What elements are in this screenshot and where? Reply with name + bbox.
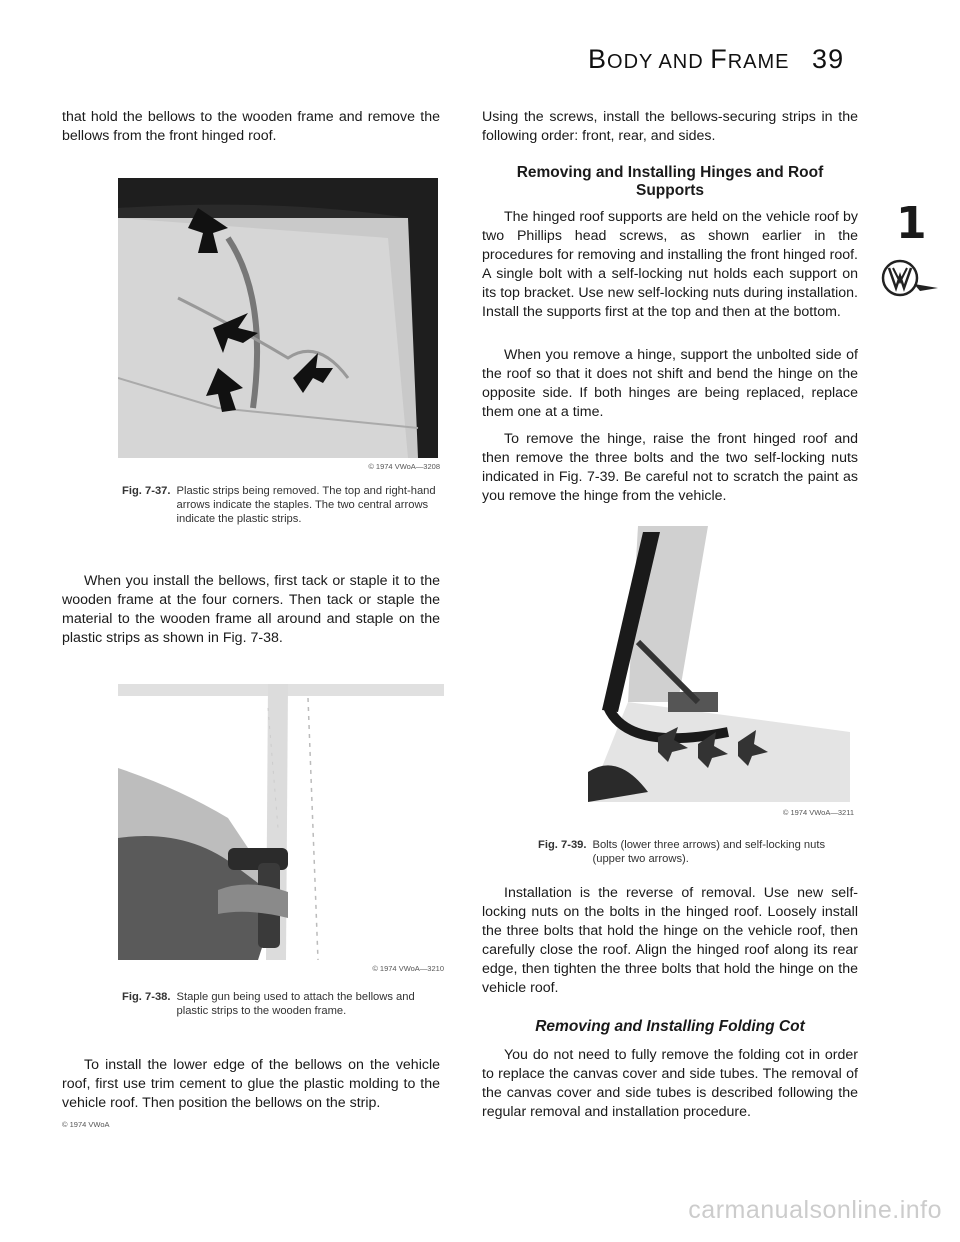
figure-7-37-credit: © 1974 VWoA—3208 [368, 462, 440, 471]
right-paragraph-4: To remove the hinge, raise the front hinged roof and then remove the three bolts and the two self-locking nuts indicated in Fig. 7-39. Be careful not to scratch the paint as you remove the hinge from the vehicle. [482, 431, 858, 504]
figure-7-38-number: Fig. 7-38. [122, 991, 171, 1003]
running-header: BODY AND FRAME 39 [588, 44, 845, 74]
page-number: 39 [812, 44, 845, 74]
watermark: carmanualsonline.info [688, 1196, 942, 1224]
left-paragraph-3: To install the lower edge of the bellows on the vehicle roof, first use trim cement to glue the plastic molding to the vehicle roof. Then position the bellows on the strip. [62, 1057, 440, 1111]
right-paragraph-3: When you remove a hinge, support the unbolted side of the roof so that it does not shift and bend the hinge on the opposite side. If both hinges are being replaced, replace them one at a time. [482, 347, 858, 420]
left-paragraph-1: that hold the bellows to the wooden frame and remove the bellows from the front hinged roof. [62, 109, 440, 144]
figure-7-37-number: Fig. 7-37. [122, 485, 171, 497]
right-paragraph-1: Using the screws, install the bellows-securing strips in the following order: front, rear, and sides. [482, 109, 858, 144]
figure-7-38-text: Staple gun being used to attach the bellows and plastic strips to the wooden frame. [176, 991, 415, 1017]
figure-7-39-text: Bolts (lower three arrows) and self-locking nuts (upper two arrows). [592, 839, 826, 865]
section-heading-hinges: Removing and Installing Hinges and Roof Supports [516, 164, 824, 199]
figure-7-37-photo [118, 178, 438, 458]
right-paragraph-2: The hinged roof supports are held on the vehicle roof by two Phillips head screws, as shown earlier in the procedures for removing and installing the front hinged roof. A single bolt with a self-locking nut holds each support on its top bracket. Use new self-locking nuts during installation. Install the supports first at the top and then at the bottom. [482, 209, 858, 320]
figure-7-38-credit: © 1974 VWoA—3210 [372, 964, 444, 973]
figure-7-37-caption [122, 484, 440, 526]
chapter-tab-number: 1 [896, 198, 927, 249]
figure-7-38-caption [122, 990, 440, 1018]
right-paragraph-5: Installation is the reverse of removal. Use new self-locking nuts on the bolts in the hinged roof. Loosely install the three bolts that hold the hinge on the vehicle roof, then carefully close the roof. Align the hinged roof along its rear edge, then tighten the three bolts that hold the hinge on the vehicle roof. [482, 885, 858, 996]
figure-7-39-caption [538, 838, 856, 866]
figure-7-39-credit: © 1974 VWoA—3211 [782, 808, 854, 817]
figure-7-39-photo [588, 522, 850, 802]
vw-logo-icon [880, 258, 940, 298]
footer-credit: © 1974 VWoA [62, 1120, 110, 1129]
section-heading-folding-cot: Removing and Installing Folding Cot [535, 1018, 805, 1035]
right-paragraph-6: You do not need to fully remove the folding cot in order to replace the canvas cover and side tubes. The removal of the canvas cover and side tubes is described following the regular removal and installation procedure. [482, 1047, 858, 1120]
figure-7-37-text: Plastic strips being removed. The top and right-hand arrows indicate the staples. The two central arrows indicate the plastic strips. [176, 485, 436, 525]
figure-7-38-photo [118, 678, 444, 960]
figure-7-39-number: Fig. 7-39. [538, 839, 587, 851]
left-paragraph-2: When you install the bellows, first tack or staple it to the wooden frame at the four corners. Then tack or staple the material to the wooden frame all around and staple on the plastic strips as shown in Fig. 7-38. [62, 573, 440, 646]
